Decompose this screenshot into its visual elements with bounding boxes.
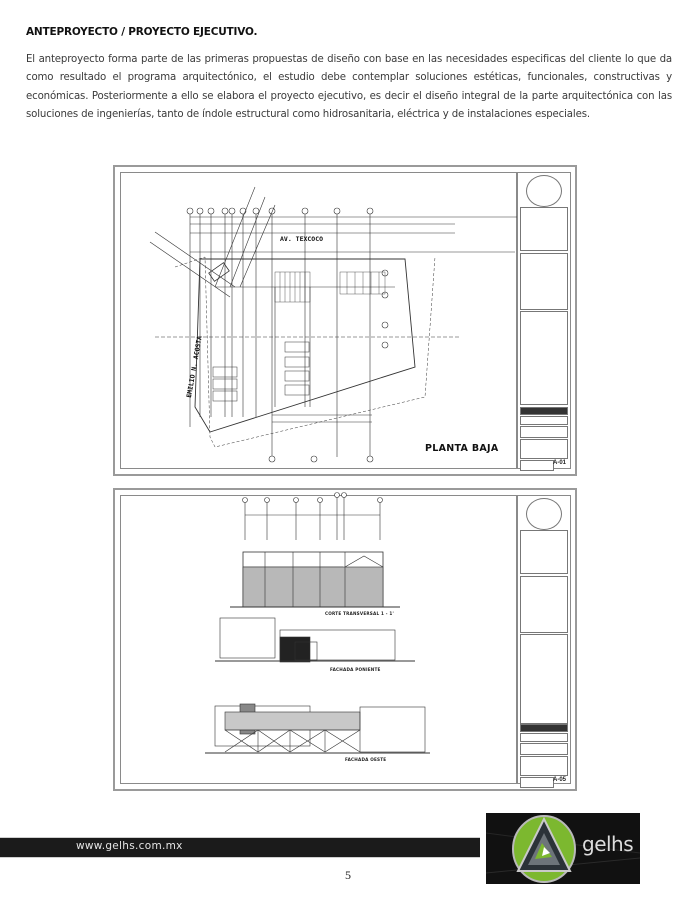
elevation-title-2: FACHADA OESTE bbox=[345, 757, 387, 762]
logo-text: gelhs bbox=[582, 832, 634, 856]
section-title: CORTE TRANSVERSAL 1 - 1' bbox=[325, 611, 394, 616]
elevation-title-1: FACHADA PONIENTE bbox=[330, 667, 381, 672]
notes-box bbox=[520, 634, 568, 724]
floor-plan-drawing bbox=[113, 165, 577, 476]
drawing-info-box bbox=[520, 777, 554, 788]
website-link[interactable]: www.gelhs.com.mx bbox=[76, 840, 183, 852]
company-logo-strip bbox=[520, 724, 568, 732]
company-logo-strip bbox=[520, 407, 568, 415]
north-arrow-icon bbox=[526, 498, 562, 530]
drawing-info-box bbox=[520, 460, 554, 471]
area-summary bbox=[520, 253, 568, 310]
body-paragraph: El anteproyecto forma parte de las primeras propuestas de diseño con base en las necesidades especificas del cliente lo que da como resultado el programa arquitectónico, el estudio debe contemplar soluciones estéticas, funcionales, constructivas y económicas. Posteriormente a ello se elabora el proyecto ejecutivo, es decir el diseño integral de la parte arquitectónica con las soluciones de ingenierías, tanto de índole estructural como hidrosanitaria, eléctrica y de instalaciones especiales. bbox=[26, 54, 672, 121]
sheet-code: A-01 bbox=[552, 460, 566, 466]
street-label-top: AV. TEXCOCO bbox=[280, 235, 324, 243]
location-map bbox=[520, 530, 568, 574]
north-arrow-icon bbox=[526, 175, 562, 207]
project-name-box bbox=[520, 733, 568, 742]
page-number: 5 bbox=[345, 868, 351, 882]
signature-box bbox=[520, 439, 568, 459]
gelhs-logo bbox=[486, 813, 640, 884]
elevations-drawing bbox=[113, 488, 577, 791]
plan-title: PLANTA BAJA bbox=[425, 443, 499, 454]
notes-box bbox=[520, 311, 568, 405]
title-block bbox=[517, 495, 571, 784]
street-label-side: EMILIO N. ACOSTA bbox=[185, 335, 204, 399]
signature-box bbox=[520, 756, 568, 776]
sheet-code: A-05 bbox=[552, 777, 566, 783]
owner-box bbox=[520, 743, 568, 755]
title-block bbox=[517, 172, 571, 469]
owner-box bbox=[520, 426, 568, 438]
project-name-box bbox=[520, 416, 568, 425]
floor-plan-lines bbox=[115, 167, 519, 474]
page-title: ANTEPROYECTO / PROYECTO EJECUTIVO. bbox=[26, 26, 258, 38]
elevations-lines bbox=[115, 490, 519, 789]
footer-bar bbox=[0, 837, 480, 858]
area-summary bbox=[520, 576, 568, 633]
location-map bbox=[520, 207, 568, 251]
